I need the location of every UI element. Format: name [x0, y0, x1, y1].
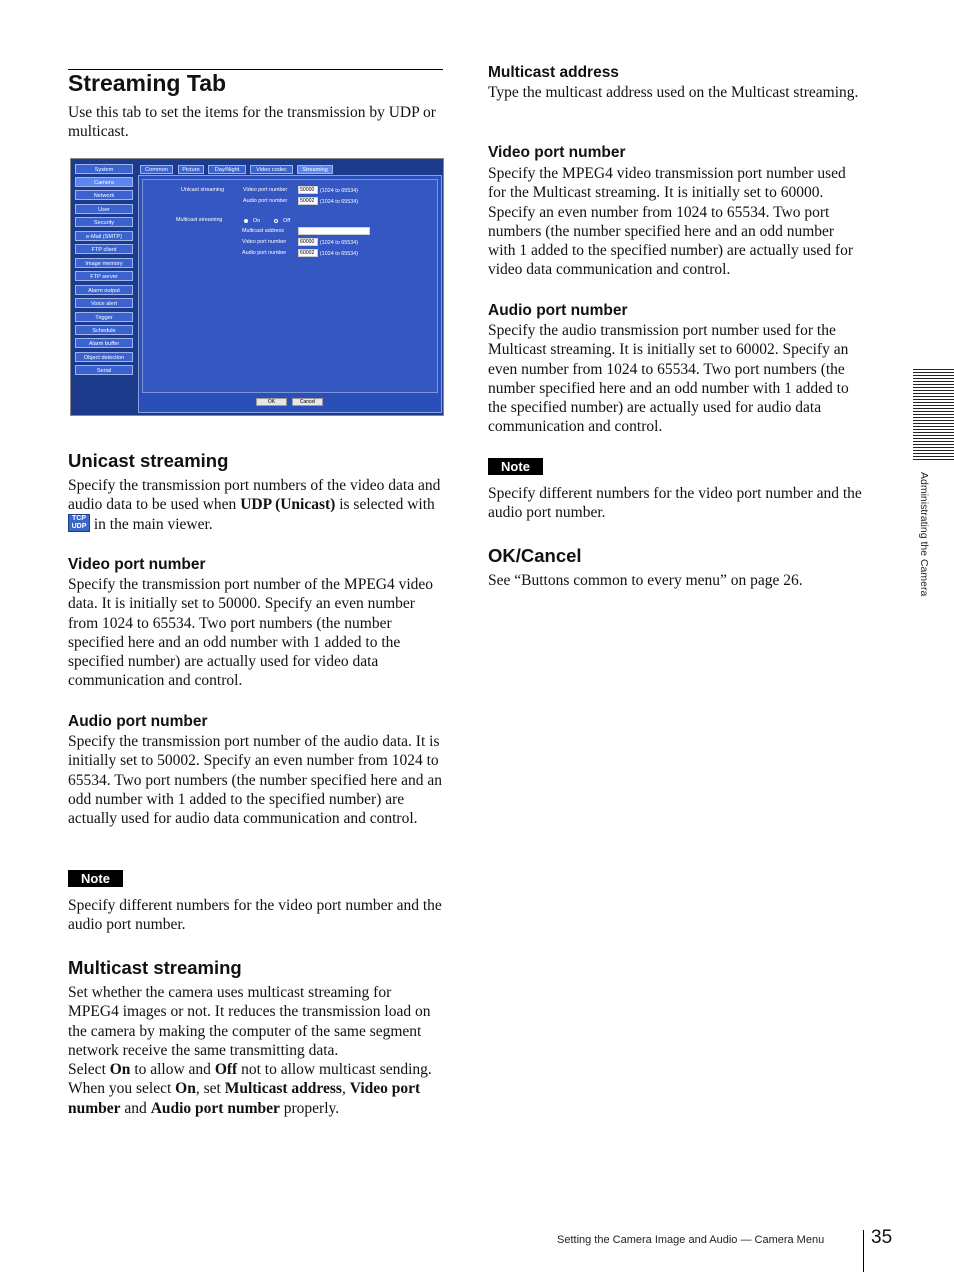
- streaming-tab-screenshot: [70, 158, 444, 416]
- unicast-video-field[interactable]: 50000: [298, 186, 318, 194]
- unicast-text-bold: UDP (Unicast): [240, 496, 336, 514]
- menu-item-alarm-output[interactable]: Alarm output: [75, 285, 133, 295]
- multicast-note-badge: Note: [488, 458, 543, 475]
- menu-item-ftp-server[interactable]: FTP server: [75, 271, 133, 281]
- multicast-when-audio: Audio port number: [150, 1099, 280, 1117]
- multicast-select-c: not to allow multicast sending.: [237, 1061, 432, 1079]
- menu-item-voice-alert[interactable]: Voice alert: [75, 298, 133, 308]
- menu-item-camera[interactable]: Camera: [75, 177, 133, 187]
- multicast-heading: Multicast streaming: [68, 957, 242, 978]
- menu-item-schedule[interactable]: Schedule: [75, 325, 133, 335]
- multicast-when-video: Video port number: [68, 1080, 421, 1117]
- multicast-video-label: Video port number: [242, 239, 287, 245]
- menu-item-image-memory[interactable]: Image memory: [75, 258, 133, 268]
- menu-item-alarm-buffer[interactable]: Alarm buffer: [75, 338, 133, 348]
- multicast-when-addr: Multicast address: [224, 1080, 342, 1098]
- multicast-audio-text: Specify the audio transmission port number used for the Multicast streaming. It is initially set to 60002. Specify an even number from 1024 to 65534. Two port numbers (the number specified here and an odd number with 1 added to the specified number) are actually used for audio data communication and control.: [488, 322, 849, 436]
- multicast-text1: Set whether the camera uses multicast streaming for MPEG4 images or not. It reduces the transmission load on the camera by making the computer of the same segment network receive the same transmitting data.: [68, 984, 431, 1059]
- multicast-select-a: Select: [68, 1061, 110, 1079]
- unicast-text-a: Specify the transmission port numbers of the video data and audio data to be used when: [68, 477, 441, 514]
- multicast-address-heading: Multicast address: [488, 64, 619, 81]
- menu-item-object-detection[interactable]: Object detection: [75, 352, 133, 362]
- okcancel-text: See “Buttons common to every menu” on page 26.: [488, 572, 803, 589]
- footer-divider: [863, 1230, 864, 1272]
- multicast-audio-range: (1024 to 65534): [320, 251, 359, 257]
- multicast-text: [68, 983, 443, 1118]
- unicast-video-text: Specify the transmission port number of the MPEG4 video data. It is initially set to 50000. Specify an even number from 1024 to 65534. Two port numbers (the number specified here and an odd number with 1 added to the specified number) are actually used for video data communication and control.: [68, 576, 434, 690]
- cancel-button[interactable]: Cancel: [292, 398, 323, 406]
- unicast-audio-range: (1024 to 65534): [320, 199, 359, 205]
- multicast-off-label: Off: [283, 218, 291, 224]
- page-title: Streaming Tab: [68, 70, 227, 96]
- multicast-on-label: On: [253, 218, 261, 224]
- multicast-address-text: Type the multicast address used on the Multicast streaming.: [488, 84, 859, 101]
- multicast-when-on: On: [175, 1080, 196, 1098]
- multicast-address-field[interactable]: [298, 227, 370, 235]
- intro-text: Use this tab to set the items for the transmission by UDP or multicast.: [68, 104, 436, 141]
- multicast-audio-heading: Audio port number: [488, 302, 628, 319]
- tab-picture[interactable]: Picture: [178, 165, 204, 174]
- multicast-off-radio[interactable]: [274, 219, 278, 223]
- multicast-when-b: , set: [195, 1080, 225, 1098]
- unicast-label: Unicast streaming: [181, 187, 225, 193]
- unicast-note-text: Specify different numbers for the video port number and the audio port number.: [68, 897, 442, 934]
- menu-item-user[interactable]: User: [75, 204, 133, 214]
- settings-panel: [138, 175, 442, 413]
- unicast-note-badge: Note: [68, 870, 123, 887]
- multicast-when-d: and: [120, 1099, 151, 1117]
- multicast-address-label: Multicast address: [242, 228, 284, 234]
- tcp-udp-icon: [68, 514, 90, 532]
- multicast-video-text: Specify the MPEG4 video transmission port number used for the Multicast streaming. It is initially set to 60000. Specify an even number from 1024 to 65534. Two port numbers (the number specified here and an odd number with 1 added to the specified number) are actually used for video data communication and control.: [488, 165, 853, 279]
- multicast-label: Multicast streaming: [176, 217, 223, 223]
- menu-item-security[interactable]: Security: [75, 217, 133, 227]
- footer-text: Setting the Camera Image and Audio — Camera Menu: [557, 1234, 825, 1246]
- tab-day-night[interactable]: Day/Night: [208, 165, 246, 174]
- multicast-select-b: to allow and: [130, 1061, 215, 1079]
- menu-item-ftp-client[interactable]: FTP client: [75, 244, 133, 254]
- unicast-heading: Unicast streaming: [68, 450, 229, 471]
- settings-inner: [142, 179, 438, 393]
- multicast-on-bold: On: [109, 1061, 131, 1079]
- side-index-bars: [913, 369, 954, 460]
- multicast-note-text: Specify different numbers for the video port number and the audio port number.: [488, 485, 862, 522]
- unicast-video-heading: Video port number: [68, 556, 206, 573]
- udp-icon-label: UDP: [71, 523, 87, 531]
- multicast-off-bold: Off: [214, 1061, 238, 1079]
- multicast-audio-field[interactable]: 60002: [298, 249, 318, 257]
- tab-video-codec[interactable]: Video codec: [250, 165, 293, 174]
- multicast-video-heading: Video port number: [488, 144, 626, 161]
- unicast-audio-field[interactable]: 50002: [298, 197, 318, 205]
- page-number: 35: [871, 1227, 893, 1248]
- unicast-audio-heading: Audio port number: [68, 713, 208, 730]
- menu-item-e-mail-smtp[interactable]: e-Mail (SMTP): [75, 231, 133, 241]
- unicast-video-range: (1024 to 65534): [320, 188, 359, 194]
- menu-item-network[interactable]: Network: [75, 190, 133, 200]
- unicast-audio-text: Specify the transmission port number of the audio data. It is initially set to 50002. Specify an even number from 1024 to 65534. Two port numbers (the number specified here and an odd number with 1 added to the specified number) are actually used for audio data communication and control.: [68, 733, 442, 828]
- tab-streaming[interactable]: Streaming: [297, 165, 333, 174]
- menu-item-serial[interactable]: Serial: [75, 365, 133, 375]
- multicast-when-c: ,: [341, 1080, 350, 1098]
- unicast-text-c: in the main viewer.: [90, 515, 213, 533]
- multicast-on-radio[interactable]: [244, 219, 248, 223]
- multicast-video-range: (1024 to 65534): [320, 240, 359, 246]
- tab-common[interactable]: Common: [140, 165, 173, 174]
- menu-item-trigger[interactable]: Trigger: [75, 312, 133, 322]
- unicast-intro: [68, 476, 443, 534]
- ok-button[interactable]: OK: [256, 398, 287, 406]
- multicast-video-field[interactable]: 60000: [298, 238, 318, 246]
- multicast-audio-label: Audio port number: [242, 250, 287, 256]
- multicast-when-a: When you select: [68, 1080, 176, 1098]
- side-section-label: Administrating the Camera: [918, 472, 930, 597]
- okcancel-heading: OK/Cancel: [488, 545, 582, 566]
- unicast-video-label: Video port number: [243, 187, 288, 193]
- multicast-when-e: properly.: [279, 1099, 340, 1117]
- unicast-text-b: is selected with: [335, 496, 435, 514]
- unicast-audio-label: Audio port number: [243, 198, 288, 204]
- tcp-icon-label: TCP: [72, 515, 86, 523]
- menu-item-system[interactable]: System: [75, 164, 133, 174]
